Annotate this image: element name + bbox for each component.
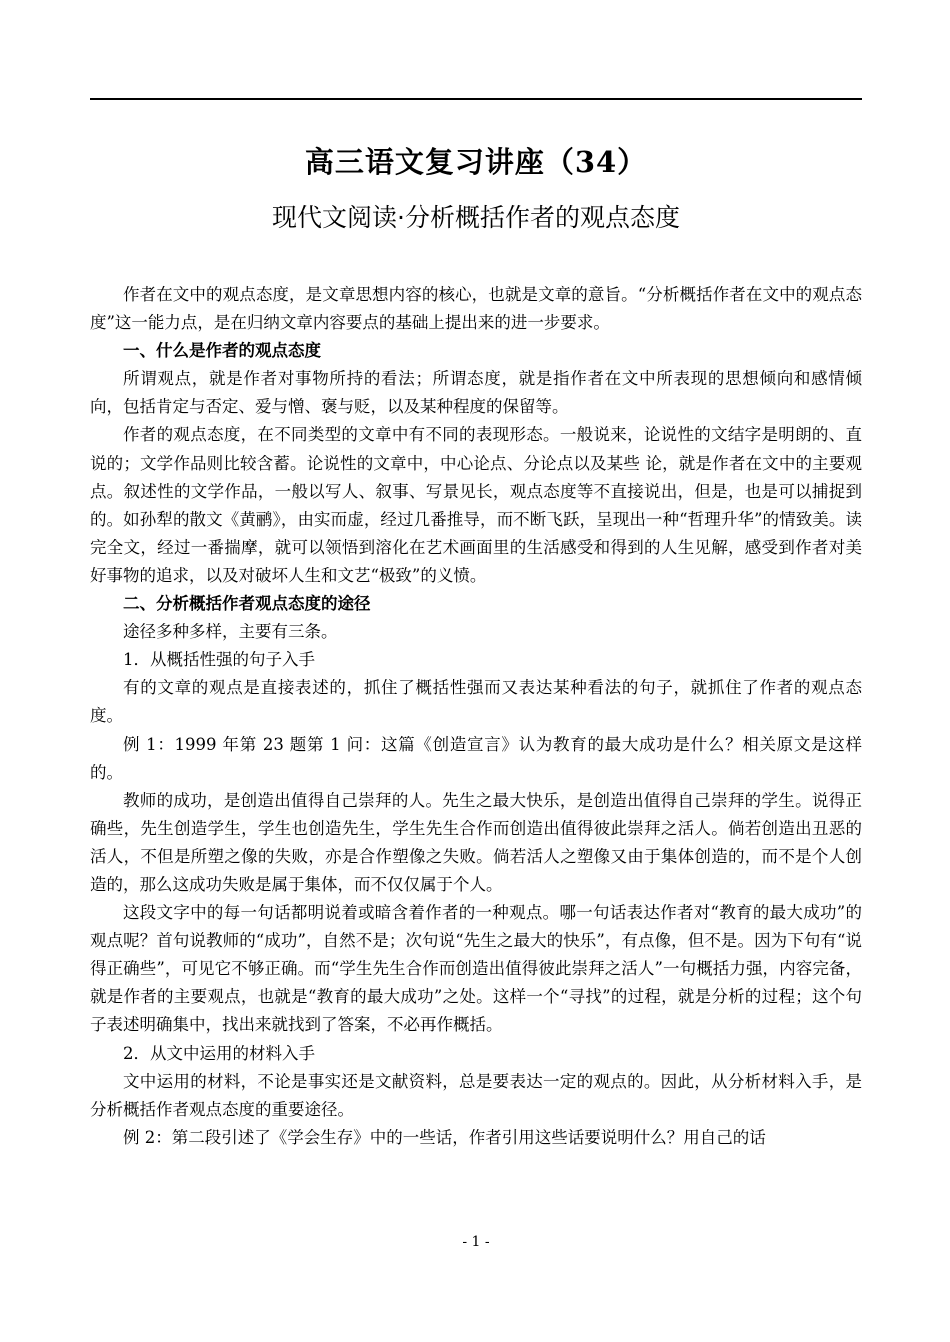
paragraph: 途径多种多样，主要有三条。	[123, 622, 338, 642]
paragraph: 有的文章的观点是直接表述的，抓住了概括性强而又表达某种看法的句子，就抓住了作者的观点态度。	[90, 678, 862, 726]
paragraph: 这段文字中的每一句话都明说着或暗含着作者的一种观点。哪一句话表达作者对“教育的最大成功”的观点呢？首句说教师的“成功”，自然不是；次句说“先生之最大的快乐”，有点像，但不是。因为下句有“说得正确些”，可见它不够正确。而“学生先生合作而创造出值得彼此崇拜之活人”一句概括力强，内容完备，就是作者的主要观点，也就是“教育的最大成功”之处。这样一个“寻找”的过程，就是分析的过程；这个句子表述明确集中，找出来就找到了答案，不必再作概括。	[90, 903, 862, 1035]
paragraph: 作者的观点态度，在不同类型的文章中有不同的表现形态。一般说来，论说性的文结字是明朗的、直说的；文学作品则比较含蓄。论说性的文章中，中心论点、分论点以及某些 论，就是作者在文中的主要观点。叙述性的文学作品，一般以写人、叙事、写景见长，观点态度等不直接说出，但是，也是可以捕捉到的。如孙犁的散文《黄鹂》，由实而虚，经过几番推导，而不断飞跃，呈现出一种“哲理升华”的情致美。读完全文，经过一番揣摩，就可以领悟到溶化在艺术画面里的生活感受和得到的人生见解，感受到作者对美好事物的追求，以及对破坏人生和文艺“极致”的义愤。	[90, 425, 862, 585]
paragraph: 文中运用的材料，不论是事实还是文献资料，总是要表达一定的观点的。因此，从分析材料入手，是分析概括作者观点态度的重要途径。	[90, 1071, 862, 1119]
example-question: 例 1：1999 年第 23 题第 1 问：这篇《创造宣言》认为教育的最大成功是什么？相关原文是这样的。	[90, 734, 862, 782]
quoted-passage: 教师的成功，是创造出值得自己崇拜的人。先生之最大快乐，是创造出值得自己崇拜的学生。说得正确些，先生创造学生，学生也创造先生，学生先生合作而创造出值得彼此崇拜之活人。倘若创造出丑恶的活人，不但是所塑之像的失败，亦是合作塑像之失败。倘若活人之塑像又由于集体创造的，而不是个人创造的，那么这成功失败是属于集体，而不仅仅属于个人。	[90, 790, 862, 894]
paragraph: 作者在文中的观点态度，是文章思想内容的核心，也就是文章的意旨。“分析概括作者在文中的观点态度”这一能力点，是在归纳文章内容要点的基础上提出来的进一步要求。	[90, 285, 862, 333]
subheading: 2．从文中运用的材料入手	[123, 1043, 315, 1063]
example-question: 例 2：第二段引述了《学会生存》中的一些话，作者引用这些话要说明什么？用自己的话	[123, 1127, 766, 1147]
header-rule	[90, 98, 862, 100]
paragraph: 所谓观点，就是作者对事物所持的看法；所谓态度，就是指作者在文中所表现的思想倾向和感情倾向，包括肯定与否定、爱与憎、褒与贬，以及某种程度的保留等。	[90, 369, 862, 417]
page-subtitle: 现代文阅读·分析概括作者的观点态度	[272, 203, 680, 232]
section-heading: 二、分析概括作者观点态度的途径	[123, 594, 371, 614]
page-number: - 1 -	[462, 1234, 490, 1250]
document-body	[90, 281, 862, 1152]
subheading: 1．从概括性强的句子入手	[123, 650, 315, 670]
page-title: 高三语文复习讲座（34）	[304, 145, 648, 179]
section-heading: 一、什么是作者的观点态度	[123, 341, 321, 361]
